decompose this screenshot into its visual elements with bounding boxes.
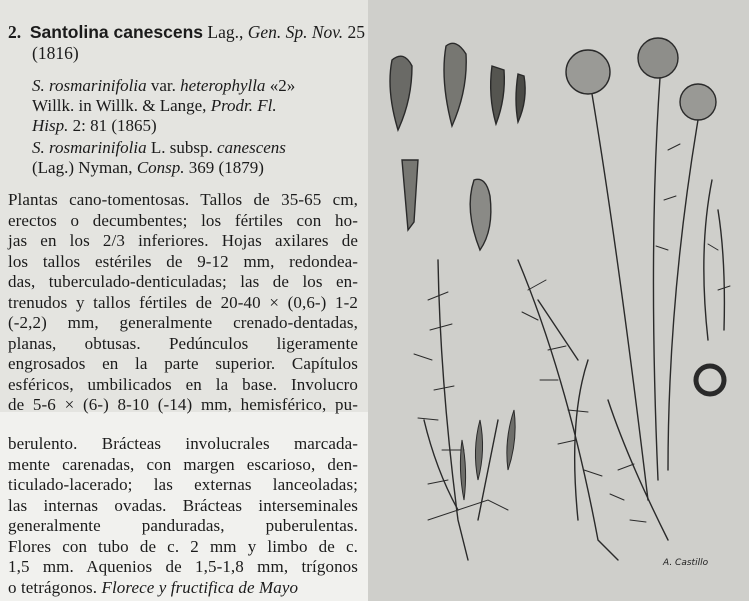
description-line: jas en los 2/3 inferiores. Hojas axilares de [8,231,358,250]
synonym-2-taxon: S. rosmarinifolia [32,138,147,157]
synonym-1-epithet: heterophylla [180,76,266,95]
description-line: Plantas cano-tomentosas. Tallos de 35-65 cm, [8,190,358,209]
synonym-1-citation: 2: 81 (1865) [68,116,157,135]
synonym-1-work-cont: Hisp. [32,116,69,135]
botanical-plate [368,0,749,601]
description-upper [8,190,358,416]
species-author: Lag., [207,22,244,42]
description-line: planas, obtusas. Pedúnculos ligeramente [8,333,358,353]
description-last-line [8,578,358,599]
synonym-2-epithet: canescens [216,138,286,157]
synonym-1-note: «2» [265,76,296,95]
synonym-1-work: Prodr. Fl. [210,96,277,115]
synonym-2-authors: (Lag.) Nyman, [32,158,137,177]
synonym-2-rank: L. subsp. [146,138,217,157]
description-line: engrosados en la parte superior. Capítulos [8,354,358,373]
description-line: ticulado-lacerado; las externas lanceoladas; [8,475,358,494]
description-phenology: Florece y fructifica de Mayo [101,577,299,597]
synonym-1-authors: Willk. in Willk. & Lange, [32,96,211,115]
description-line: 1,5 mm. Aquenios de 1,5-1,8 mm, trígonos [8,557,358,576]
species-work: Gen. Sp. Nov. [247,22,344,42]
flower-head-illustrations [566,38,724,394]
description-line: esféricos, umbilicados en la base. Involucro [8,374,358,394]
stem-illustrations [424,78,724,560]
description-line: erectos o decumbentes; los fértiles con ho- [8,210,358,230]
species-year: (1816) [32,43,79,63]
species-name: Santolina canescens [29,22,204,42]
description-line: berulento. Brácteas involucrales marcada- [8,434,358,453]
synonym-1-taxon: S. rosmarinifolia [32,76,147,95]
species-heading [8,22,365,64]
synonym-2-citation: 369 (1879) [184,158,264,177]
description-line: das, tuberculado-denticuladas; las de los en- [8,272,358,291]
leaf-illustrations [414,144,730,522]
description-line: los tallos estériles de 9-12 mm, redondea- [8,251,358,271]
synonym-1-rank: var. [146,76,181,95]
plant-illustration [368,0,749,601]
illustrator-signature: A. Castillo [663,558,709,568]
bract-illustrations [390,43,525,250]
species-page: 25 [347,22,366,42]
synonym-2 [32,138,286,178]
description-line: mente carenadas, con margen escarioso, den- [8,454,358,474]
species-number: 2. [8,22,22,42]
description-line: Flores con tubo de c. 2 mm y limbo de c. [8,536,358,556]
description-lower [8,434,358,598]
description-line: trenudos y tallos fértiles de 20-40 × (0,6-) 1-2 [8,292,358,312]
description-line: generalmente panduradas, puberulentas. [8,516,358,535]
description-line: (-2,2) mm, generalmente crenado-dentadas, [8,313,358,332]
description-line: las internas ovadas. Brácteas interseminales [8,495,358,515]
synonym-2-work: Consp. [136,158,185,177]
description-last-plain: o tetrágonos. [8,577,102,597]
description-line: de 5-6 × (6-) 8-10 (-14) mm, hemisférico, pu- [8,395,358,414]
synonym-1 [32,76,295,136]
